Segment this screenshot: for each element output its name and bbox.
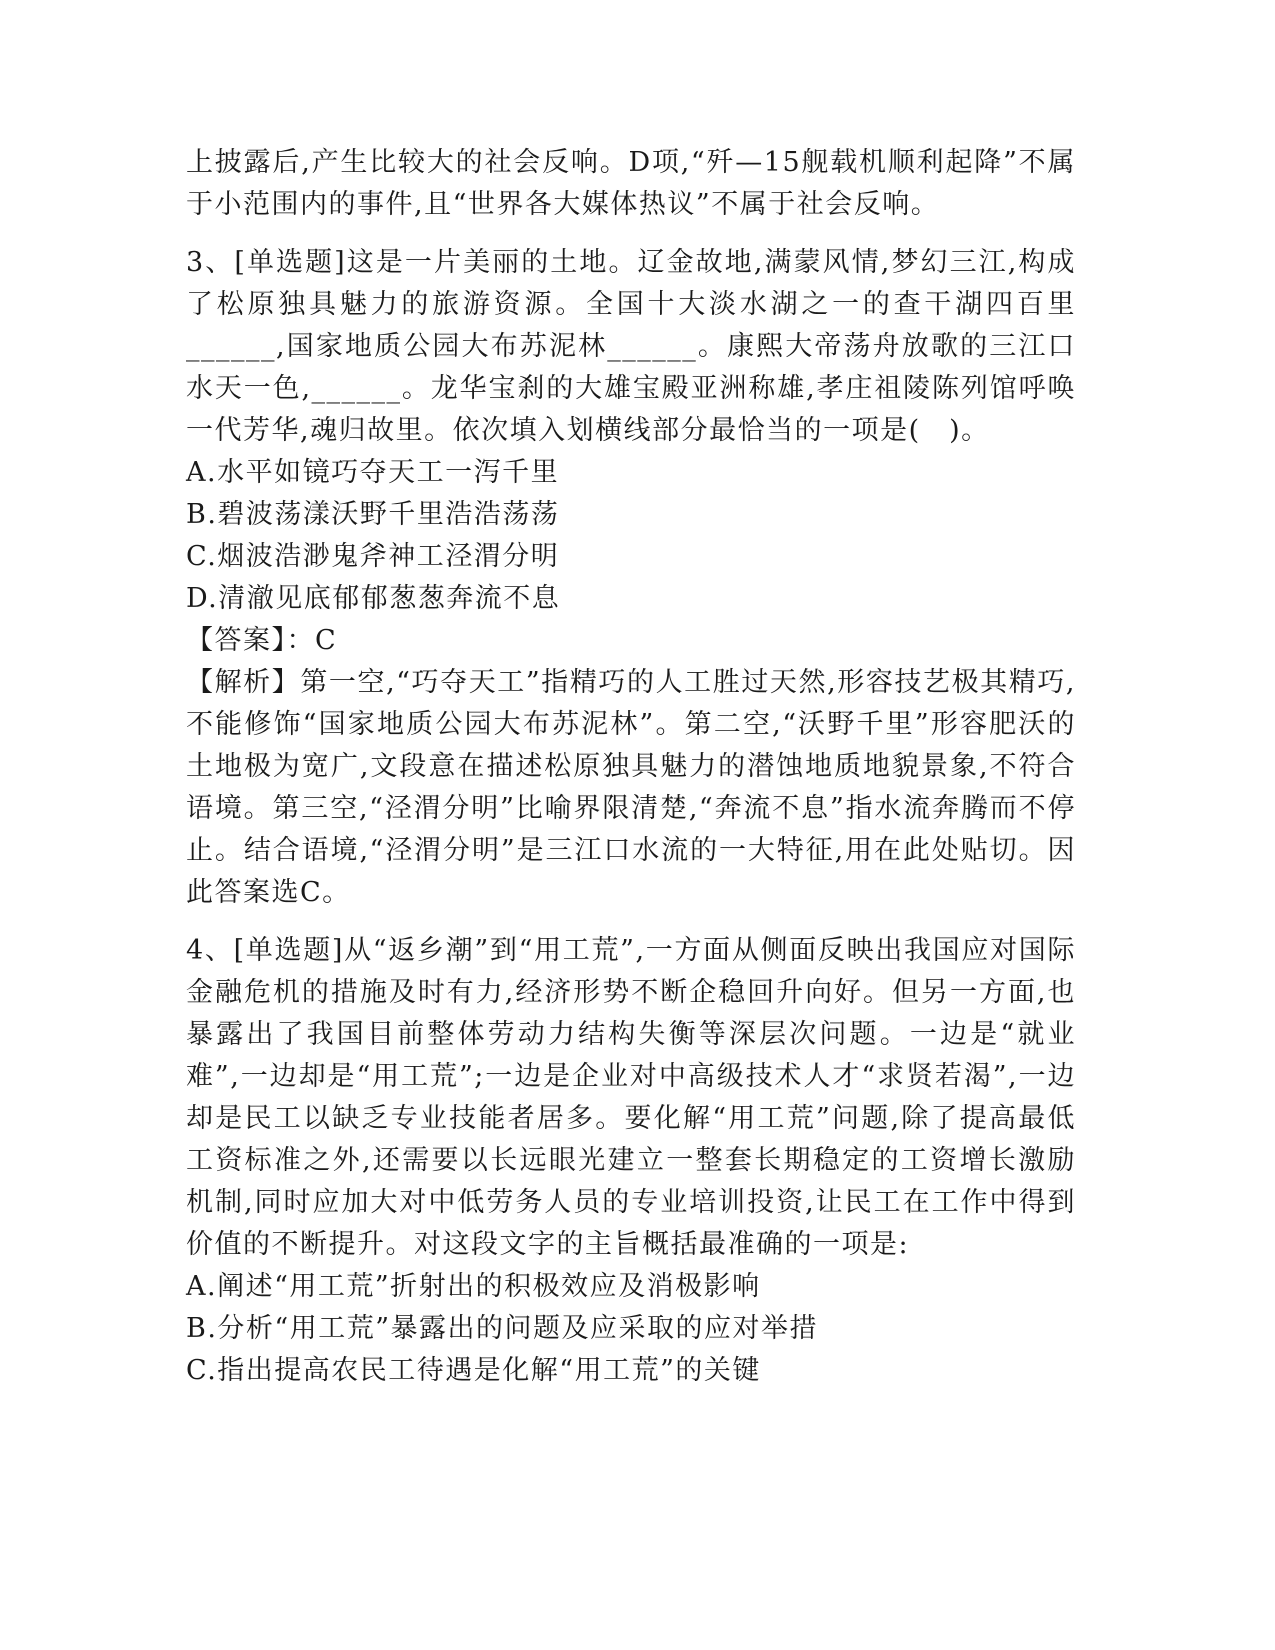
- document-page: [186, 142, 1076, 1392]
- question-4-option-a: A.阐述“用工荒”折射出的积极效应及消极影响: [186, 1271, 761, 1302]
- question-3-option-b: B.碧波荡漾沃野千里浩浩荡荡: [186, 499, 560, 530]
- previous-analysis-continuation: 上披露后,产生比较大的社会反响。D项,“歼—15舰载机顺利起降”不属于小范围内的事件,且“世界各大媒体热议”不属于社会反响。: [186, 147, 1076, 220]
- question-3: [186, 242, 1076, 914]
- question-4: [186, 930, 1076, 1392]
- spacer: [186, 226, 1076, 242]
- question-4-stem: 4、[单选题]从“返乡潮”到“用工荒”,一方面从侧面反映出我国应对国际金融危机的措施及时有力,经济形势不断企稳回升向好。但另一方面,也暴露出了我国目前整体劳动力结构失衡等深层次问题。一边是“就业难”,一边却是“用工荒”;一边是企业对中高级技术人才“求贤若渴”,一边却是民工以缺乏专业技能者居多。要化解“用工荒”问题,除了提高最低工资标准之外,还需要以长远眼光建立一整套长期稳定的工资增长激励机制,同时应加大对中低劳务人员的专业培训投资,让民工在工作中得到价值的不断提升。对这段文字的主旨概括最准确的一项是:: [186, 935, 1076, 1260]
- question-3-stem: 3、[单选题]这是一片美丽的土地。辽金故地,满蒙风情,梦幻三江,构成了松原独具魅力的旅游资源。全国十大淡水湖之一的查干湖四百里______,国家地质公园大布苏泥林______。康熙大帝荡舟放歌的三江口水天一色,______。龙华宝刹的大雄宝殿亚洲称雄,孝庄祖陵陈列馆呼唤一代芳华,魂归故里。依次填入划横线部分最恰当的一项是( )。: [186, 247, 1076, 446]
- question-4-option-b: B.分析“用工荒”暴露出的问题及应采取的应对举措: [186, 1313, 819, 1344]
- question-3-answer: 【答案】：C: [186, 625, 338, 656]
- question-3-option-a: A.水平如镜巧夺天工一泻千里: [186, 457, 560, 488]
- question-3-option-c: C.烟波浩渺鬼斧神工泾渭分明: [186, 541, 560, 572]
- question-3-option-d: D.清澈见底郁郁葱葱奔流不息: [186, 583, 561, 614]
- question-3-analysis: 【解析】第一空,“巧夺天工”指精巧的人工胜过天然,形容技艺极其精巧,不能修饰“国家地质公园大布苏泥林”。第二空,“沃野千里”形容肥沃的土地极为宽广,文段意在描述松原独具魅力的潜蚀地质地貌景象,不符合语境。第三空,“泾渭分明”比喻界限清楚,“奔流不息”指水流奔腾而不停止。结合语境,“泾渭分明”是三江口水流的一大特征,用在此处贴切。因此答案选C。: [186, 667, 1076, 908]
- question-4-option-c: C.指出提高农民工待遇是化解“用工荒”的关键: [186, 1355, 761, 1386]
- spacer: [186, 914, 1076, 930]
